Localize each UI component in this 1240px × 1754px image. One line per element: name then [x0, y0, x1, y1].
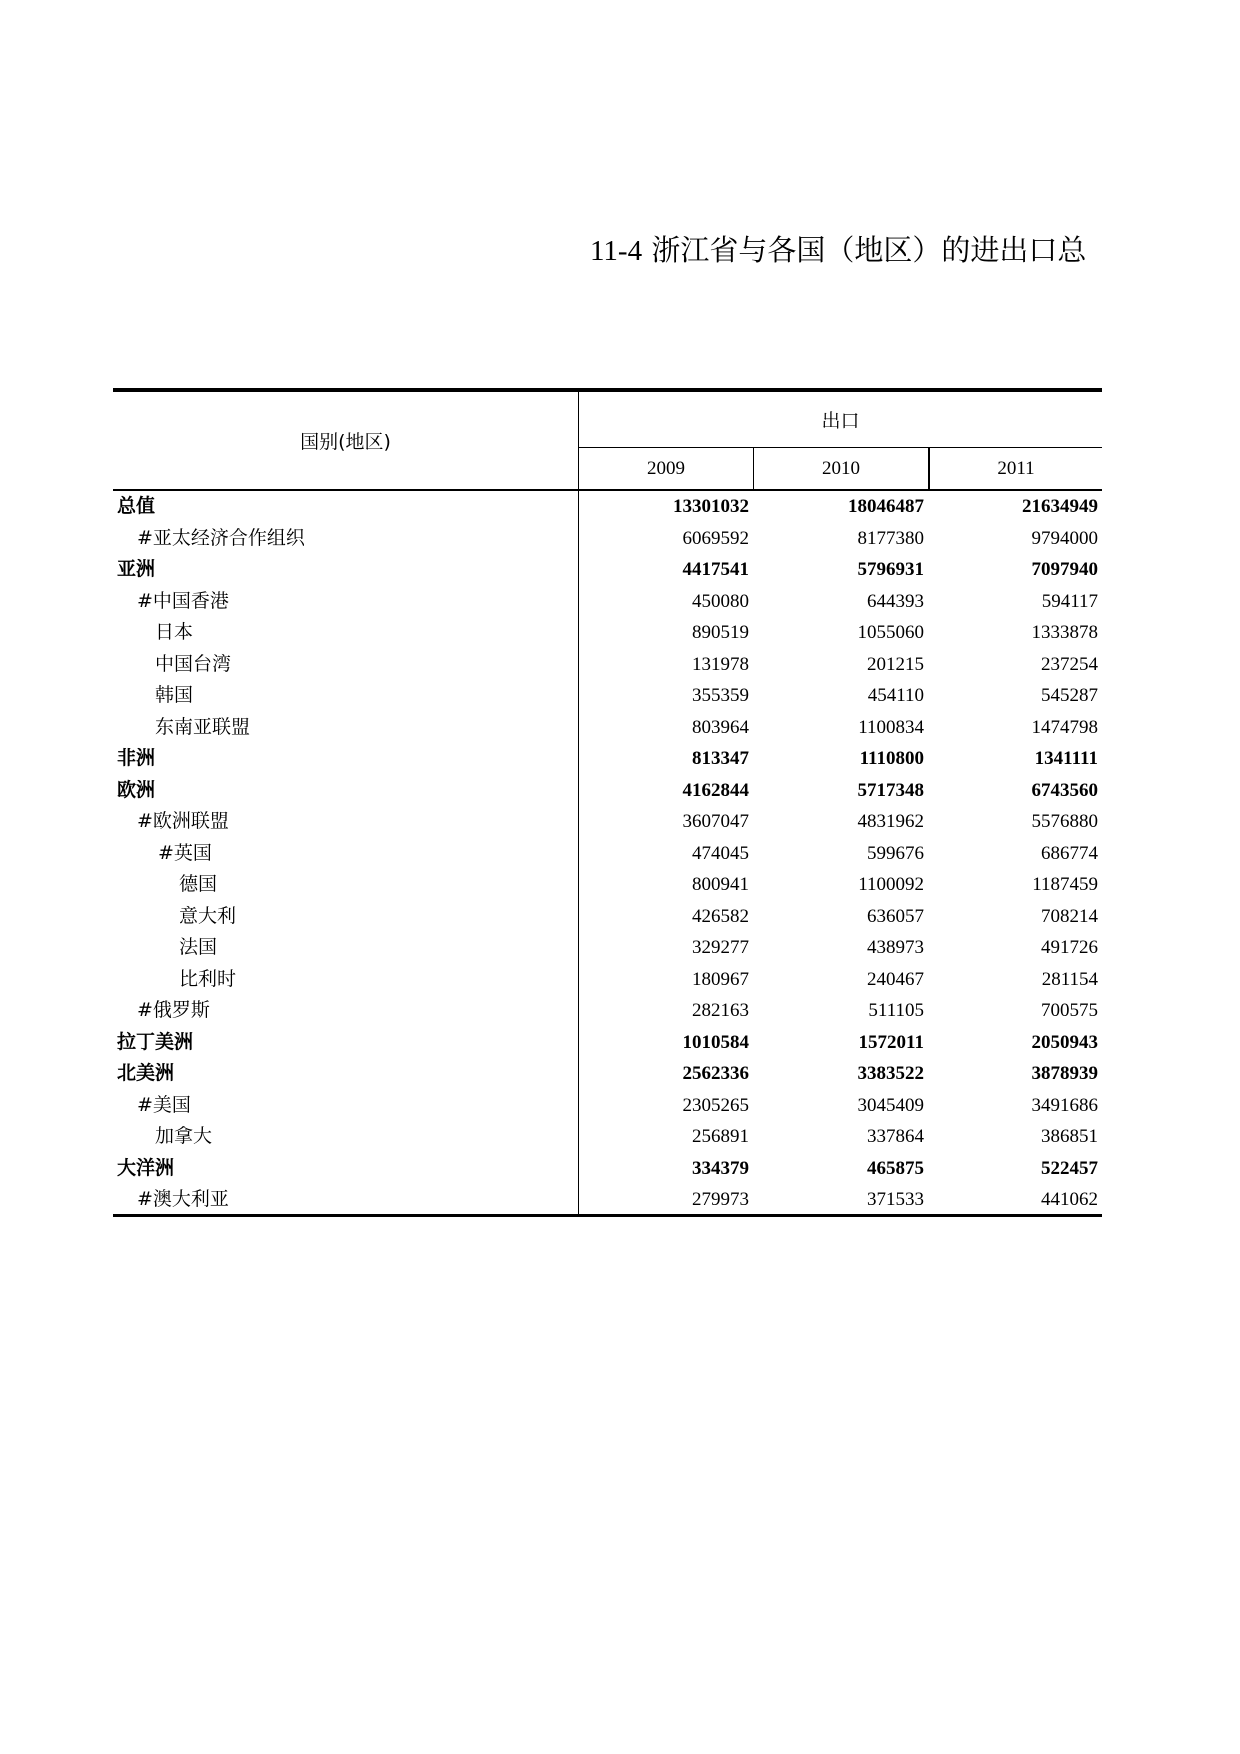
- row-label: #亚太经济合作组织: [137, 526, 305, 549]
- cell-value: 700575: [1041, 1000, 1098, 1021]
- cell-value: 9794000: [1031, 527, 1098, 549]
- row-label: 德国: [179, 873, 218, 895]
- table-row: [113, 775, 1102, 807]
- table-row: [113, 1090, 1102, 1122]
- cell-value: 282163: [692, 1000, 749, 1021]
- table-row: [113, 523, 1102, 555]
- cell-value: 599676: [867, 842, 924, 864]
- cell-value: 5796931: [857, 559, 924, 580]
- row-label: #俄罗斯: [137, 999, 210, 1021]
- cell-value: 3045409: [857, 1094, 924, 1116]
- cell-value: 1055060: [857, 622, 924, 643]
- cell-value: 4162844: [682, 779, 749, 801]
- cell-value: 3607047: [682, 811, 749, 832]
- cell-value: 522457: [1041, 1157, 1098, 1179]
- row-label: 日本: [155, 621, 194, 643]
- cell-value: 2050943: [1031, 1031, 1098, 1053]
- cell-value: 454110: [867, 685, 924, 706]
- row-label: 中国台湾: [155, 652, 232, 675]
- row-label: 拉丁美洲: [117, 1030, 194, 1053]
- header-year: 2010: [754, 448, 930, 489]
- cell-value: 1110800: [859, 748, 924, 769]
- cell-value: 4417541: [682, 559, 749, 580]
- cell-value: 4831962: [857, 811, 924, 832]
- cell-value: 813347: [692, 748, 749, 769]
- cell-value: 1187459: [1032, 874, 1098, 895]
- cell-value: 803964: [692, 716, 749, 738]
- table-row: [113, 1153, 1102, 1185]
- table-row: [113, 869, 1102, 901]
- header-year: 2009: [579, 448, 754, 489]
- header-export: 出口: [579, 392, 1102, 448]
- table-row: [113, 1058, 1102, 1090]
- table-row: [113, 932, 1102, 964]
- header-year: 2011: [997, 457, 1035, 479]
- cell-value: 636057: [867, 905, 924, 927]
- cell-value: 1010584: [682, 1031, 749, 1053]
- cell-value: 131978: [692, 653, 749, 675]
- cell-value: 474045: [692, 842, 749, 864]
- cell-value: 256891: [692, 1126, 749, 1147]
- cell-value: 337864: [867, 1126, 924, 1147]
- cell-value: 371533: [867, 1189, 924, 1210]
- cell-value: 708214: [1041, 905, 1098, 927]
- cell-value: 201215: [867, 653, 924, 675]
- cell-value: 1100092: [858, 874, 924, 895]
- cell-value: 240467: [867, 968, 924, 990]
- cell-value: 3491686: [1031, 1094, 1098, 1116]
- cell-value: 441062: [1041, 1189, 1098, 1210]
- cell-value: 426582: [692, 905, 749, 927]
- row-label: #英国: [158, 841, 212, 864]
- table-row: [113, 554, 1102, 586]
- cell-value: 21634949: [1022, 496, 1098, 517]
- cell-value: 329277: [692, 937, 749, 958]
- cell-value: 279973: [692, 1189, 749, 1210]
- table-row: [113, 743, 1102, 775]
- row-label: 比利时: [179, 967, 237, 990]
- cell-value: 491726: [1041, 937, 1098, 958]
- cell-value: 2562336: [682, 1063, 749, 1084]
- row-label: 总值: [117, 495, 156, 517]
- cell-value: 7097940: [1031, 559, 1098, 580]
- cell-value: 545287: [1041, 685, 1098, 706]
- cell-value: 6069592: [682, 527, 749, 549]
- cell-value: 6743560: [1031, 779, 1098, 801]
- row-label: 北美洲: [117, 1062, 175, 1084]
- row-label: #欧洲联盟: [137, 810, 229, 832]
- cell-value: 281154: [1041, 968, 1098, 990]
- table-row: [113, 838, 1102, 870]
- cell-value: 334379: [692, 1157, 749, 1179]
- cell-value: 2305265: [682, 1094, 749, 1116]
- row-label: 欧洲: [117, 778, 156, 801]
- table-row: [113, 901, 1102, 933]
- header-country: 国别(地区): [300, 431, 391, 453]
- cell-value: 355359: [692, 685, 749, 706]
- cell-value: 438973: [867, 937, 924, 958]
- table-row: [113, 491, 1102, 523]
- cell-value: 800941: [692, 874, 749, 895]
- row-label: 东南亚联盟: [155, 715, 251, 738]
- cell-value: 5576880: [1031, 811, 1098, 832]
- cell-value: 890519: [692, 622, 749, 643]
- table-row: [113, 617, 1102, 649]
- table-row: [113, 586, 1102, 618]
- table-row: [113, 1184, 1102, 1216]
- table-row: [113, 649, 1102, 681]
- table-row: [113, 712, 1102, 744]
- cell-value: 5717348: [857, 779, 924, 801]
- row-label: #澳大利亚: [137, 1188, 229, 1210]
- cell-value: 450080: [692, 590, 749, 612]
- row-label: 韩国: [155, 684, 194, 706]
- table-row: [113, 1027, 1102, 1059]
- row-label: 加拿大: [155, 1125, 213, 1147]
- bottom-rule: [113, 1214, 1102, 1217]
- table-row: [113, 680, 1102, 712]
- cell-value: 3383522: [857, 1063, 924, 1084]
- cell-value: 3878939: [1031, 1063, 1098, 1084]
- table-number: 11-4: [590, 235, 643, 267]
- cell-value: 180967: [692, 968, 749, 990]
- cell-value: 594117: [1041, 590, 1098, 612]
- cell-value: 1341111: [1034, 748, 1098, 769]
- cell-value: 8177380: [857, 527, 924, 549]
- row-label: 大洋洲: [117, 1156, 175, 1179]
- title-text: 浙江省与各国（地区）的进出口总: [651, 233, 1087, 267]
- cell-value: 1333878: [1031, 622, 1098, 643]
- cell-value: 1100834: [858, 716, 924, 738]
- table-body: [113, 491, 1102, 1216]
- row-label: 非洲: [117, 747, 156, 769]
- cell-value: 465875: [867, 1157, 924, 1179]
- row-label: 法国: [179, 936, 218, 958]
- cell-value: 386851: [1041, 1126, 1098, 1147]
- table-row: [113, 995, 1102, 1027]
- table-row: [113, 806, 1102, 838]
- table-row: [113, 1121, 1102, 1153]
- table-row: [113, 964, 1102, 996]
- cell-value: 644393: [867, 590, 924, 612]
- cell-value: 1572011: [858, 1031, 924, 1053]
- cell-value: 686774: [1041, 842, 1098, 864]
- cell-value: 13301032: [673, 496, 749, 517]
- row-label: #中国香港: [137, 589, 229, 612]
- cell-value: 18046487: [848, 496, 924, 517]
- cell-value: 511105: [868, 1000, 924, 1021]
- row-label: 意大利: [179, 904, 237, 927]
- cell-value: 237254: [1041, 653, 1098, 675]
- row-label: 亚洲: [117, 558, 156, 580]
- row-label: #美国: [137, 1093, 191, 1116]
- cell-value: 1474798: [1031, 716, 1098, 738]
- page-title: [590, 228, 1102, 269]
